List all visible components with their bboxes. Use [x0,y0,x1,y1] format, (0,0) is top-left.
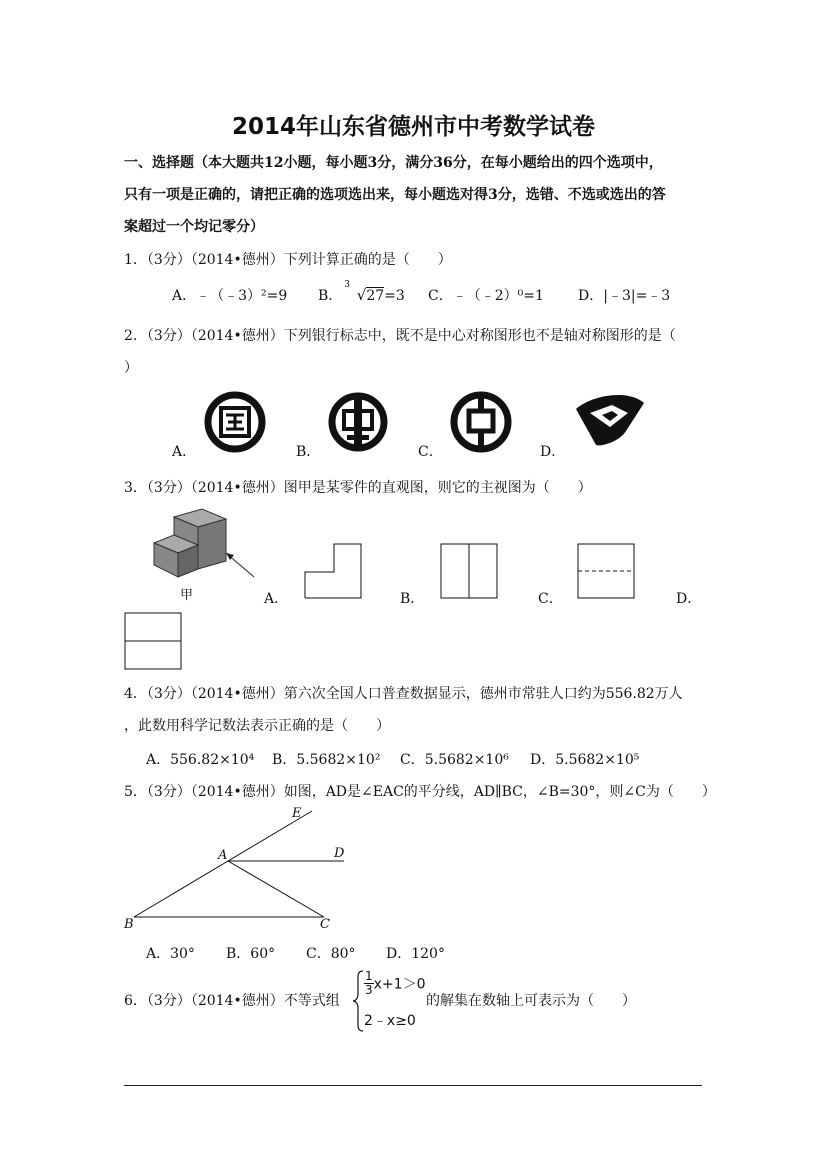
q2-option-d: D． [540,444,566,460]
q6-inequality-1-rest: x+1＞0 [373,976,426,993]
q5-point-a: A [218,848,228,863]
q3-view-b [440,543,498,599]
q6-stem-post: 的解集在数轴上可表示为（ ） [426,993,636,1009]
q6-frac-denominator: 3 [365,983,373,997]
q6-brace [352,970,364,1032]
q4-option-a: A．556.82×10⁴ [146,752,255,768]
q1-option-b [318,280,405,305]
q1-option-a: A．﹣（﹣3）²=9 [172,288,288,304]
q1-option-c: C．﹣（﹣2）⁰=1 [428,288,544,304]
q5-point-c: C [320,917,330,932]
q5-point-b: B [124,917,134,932]
q3-stem: 3．（3分）（2014•德州）图甲是某零件的直观图，则它的主视图为（ ） [124,480,592,496]
q5-option-c: C．80° [306,946,356,962]
q1-option-b-rest: =3 [384,288,405,304]
q1-root-radicand: 27 [366,288,385,304]
q1-option-d: D．|﹣3|=﹣3 [578,288,671,304]
section-header-line3: 案超过一个均记零分） [124,219,264,235]
q3-part-figure [150,505,260,585]
q2-stem: 2．（3分）（2014•德州）下列银行标志中，既不是中心对称图形也不是轴对称图形的是（ [124,328,676,344]
q4-option-c: C．5.5682×10⁶ [400,752,509,768]
q4-option-b: B．5.5682×10² [272,752,381,768]
bank-logo-b [327,391,389,453]
q2-option-b: B． [296,444,321,460]
bank-logo-d [572,391,648,451]
q5-option-a: A．30° [146,946,195,962]
q4-stem-end: ，此数用科学记数法表示正确的是（ ） [124,718,390,734]
q4-option-d: D．5.5682×10⁵ [530,752,640,768]
q5-point-d: D [334,846,345,861]
q1-stem: 1．（3分）（2014•德州）下列计算正确的是（ ） [124,252,452,268]
q1-option-b-label: B． [318,288,343,304]
q1-root-sign: √ [356,286,367,304]
page-title: 2014年山东省德州市中考数学试卷 [231,114,595,140]
q6-inequality-2: 2﹣x≥0 [364,1013,416,1029]
q5-option-b: B．60° [226,946,276,962]
q5-option-d: D．120° [386,946,445,962]
q5-triangle-figure [124,805,354,935]
q6-inequality-1 [364,970,425,997]
section-header-line2: 只有一项是正确的，请把正确的选项选出来，每小题选对得3分，选错、不选或选出的答 [124,187,666,203]
q6-stem-pre: 6．（3分）（2014•德州）不等式组 [124,993,340,1009]
q3-option-c: C． [538,591,563,607]
section-header-line1: 一、选择题（本大题共12小题，每小题3分，满分36分，在每小题给出的四个选项中， [124,155,663,171]
q3-option-d: D． [676,591,702,607]
q1-root-index: 3 [344,280,351,290]
q3-option-a: A． [264,591,289,607]
bank-logo-a [204,391,266,453]
q5-point-e: E [292,806,302,821]
q3-view-d [124,612,182,670]
q2-option-c: C． [418,444,443,460]
q2-stem-end: ） [124,360,138,376]
q4-stem: 4．（3分）（2014•德州）第六次全国人口普查数据显示，德州市常驻人口约为556.82万人 [124,686,683,702]
bank-logo-c [450,391,512,453]
q6-frac-numerator: 1 [365,969,373,983]
q3-view-a [304,543,362,599]
q3-figure-label: 甲 [180,588,194,603]
q3-view-c [577,543,635,599]
q5-stem: 5．（3分）（2014•德州）如图，AD是∠EAC的平分线，AD∥BC，∠B=30°，则∠C为（ ） [124,784,716,800]
footer-rule [124,1085,702,1086]
q2-option-a: A． [172,444,197,460]
q3-option-b: B． [400,591,425,607]
